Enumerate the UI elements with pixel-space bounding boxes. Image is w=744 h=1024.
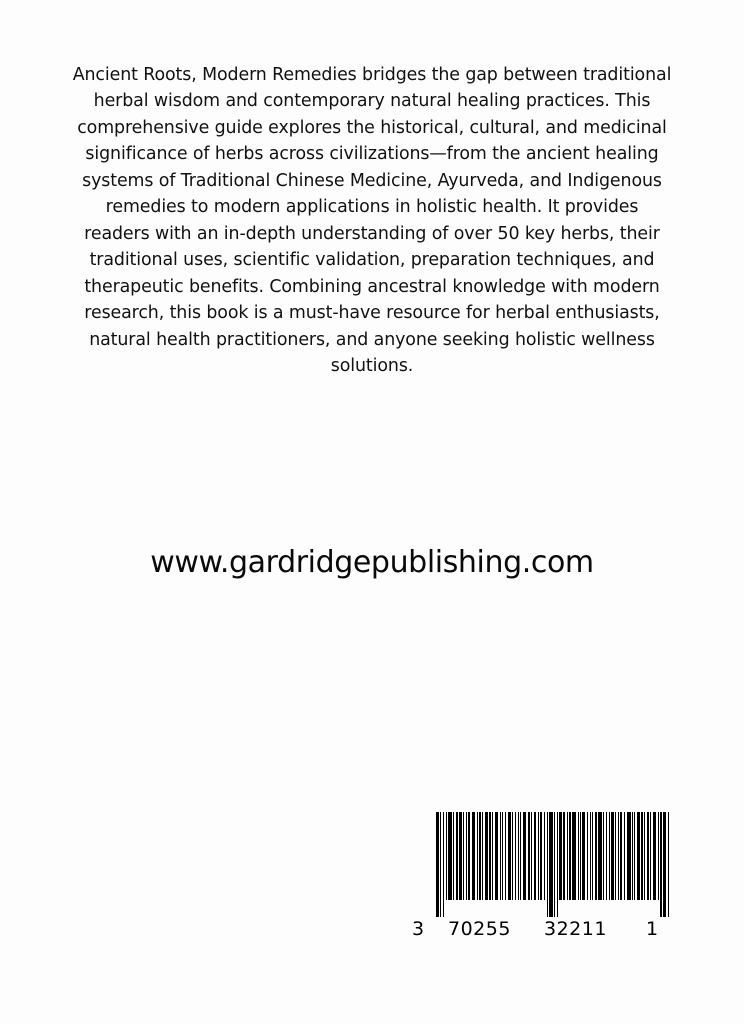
barcode-bar <box>495 812 499 900</box>
barcode-bar <box>624 812 626 900</box>
barcode-bar <box>489 812 491 900</box>
barcode-bar <box>615 812 616 900</box>
barcode-bar <box>582 812 585 900</box>
barcode-digits <box>404 918 684 940</box>
barcode-bar <box>554 812 555 917</box>
barcode-bar <box>531 812 532 900</box>
barcode-bar <box>557 812 558 917</box>
barcode-bar <box>660 812 662 917</box>
barcode-bar <box>598 812 602 900</box>
barcode-bar <box>632 812 633 900</box>
barcode-bar <box>440 812 441 917</box>
barcode-bar <box>538 812 539 900</box>
barcode-bar <box>544 812 546 900</box>
barcode-bar <box>663 812 666 917</box>
barcode-bar <box>590 812 591 900</box>
barcode-bar <box>515 812 517 900</box>
barcode-digit-right: 1 <box>646 918 659 940</box>
barcode-bar <box>482 812 483 900</box>
barcode-bar <box>634 812 635 900</box>
barcode-bar <box>637 812 640 900</box>
barcode-bar <box>520 812 521 900</box>
barcode-bar <box>456 812 458 900</box>
barcode-bar <box>620 812 622 900</box>
barcode-digit-left: 3 <box>412 918 425 940</box>
barcode-bar <box>453 812 454 900</box>
barcode-bar <box>572 812 576 900</box>
barcode-bar <box>569 812 571 900</box>
barcode-bar <box>446 812 447 900</box>
barcode-bar <box>606 812 608 900</box>
barcode-bar <box>479 812 481 900</box>
barcode-bar <box>641 812 643 900</box>
barcode-bar <box>644 812 645 900</box>
barcode-bar <box>668 812 669 917</box>
barcode-bar <box>472 812 476 900</box>
barcode-bar <box>603 812 604 900</box>
barcode-bar <box>518 812 519 900</box>
barcode-bar <box>647 812 649 900</box>
barcode-bar <box>485 812 488 900</box>
barcode-bar <box>567 812 568 900</box>
barcode-bar <box>508 812 511 900</box>
barcode-bar <box>443 812 445 917</box>
barcode-bar <box>563 812 565 900</box>
barcode-bar <box>463 812 464 900</box>
barcode-bar <box>580 812 581 900</box>
barcode-bar <box>512 812 513 900</box>
barcode-bar <box>547 812 548 917</box>
barcode-bar <box>595 812 597 900</box>
barcode-bar <box>540 812 542 900</box>
barcode-bar <box>618 812 619 900</box>
barcode-bar <box>658 812 659 900</box>
barcode-bar <box>611 812 614 900</box>
barcode-bar <box>528 812 530 900</box>
barcode-bar <box>502 812 503 900</box>
barcode-bar <box>578 812 579 900</box>
barcode-bar <box>592 812 593 900</box>
barcode-bar <box>609 812 610 900</box>
barcode-bar <box>650 812 651 900</box>
barcode-bar <box>468 812 470 900</box>
barcode-bar <box>459 812 462 900</box>
barcode-bar <box>559 812 562 900</box>
barcode-bar <box>549 812 553 917</box>
barcode-digit-group-1: 70255 <box>448 918 511 940</box>
barcode-bar <box>523 812 527 900</box>
barcode-bar <box>627 812 631 900</box>
barcode-bar <box>492 812 493 900</box>
barcode-bar <box>534 812 537 900</box>
barcode-bar <box>436 812 439 917</box>
barcode-bars <box>436 812 670 917</box>
book-description: Ancient Roots, Modern Remedies bridges the gap between traditional herbal wisdom and contemporary natural healing practices. This comprehensive guide explores the historical, cultural, and medicinal significance of herbs across civilizations—from the ancient healing systems of Traditional Chinese Medicine, Ayurveda, and Indigenous remedies to modern applications in holistic health. It provides readers with an in-depth understanding of over 50 key herbs, their traditional uses, scientific validation, preparation techniques, and therapeutic benefits. Combining ancestral knowledge with modern research, this book is a must-have resource for herbal enthusiasts, natural health practitioners, and anyone seeking holistic wellness solutions. <box>72 65 672 376</box>
barcode-bar <box>448 812 452 900</box>
barcode <box>404 812 684 940</box>
barcode-digit-group-2: 32211 <box>544 918 607 940</box>
barcode-bar <box>587 812 589 900</box>
barcode-bar <box>477 812 478 900</box>
barcode-bar <box>505 812 507 900</box>
barcode-bar <box>466 812 467 900</box>
barcode-bar <box>653 812 657 900</box>
barcode-bar <box>500 812 501 900</box>
publisher-website: www.gardridgepublishing.com <box>150 545 594 580</box>
